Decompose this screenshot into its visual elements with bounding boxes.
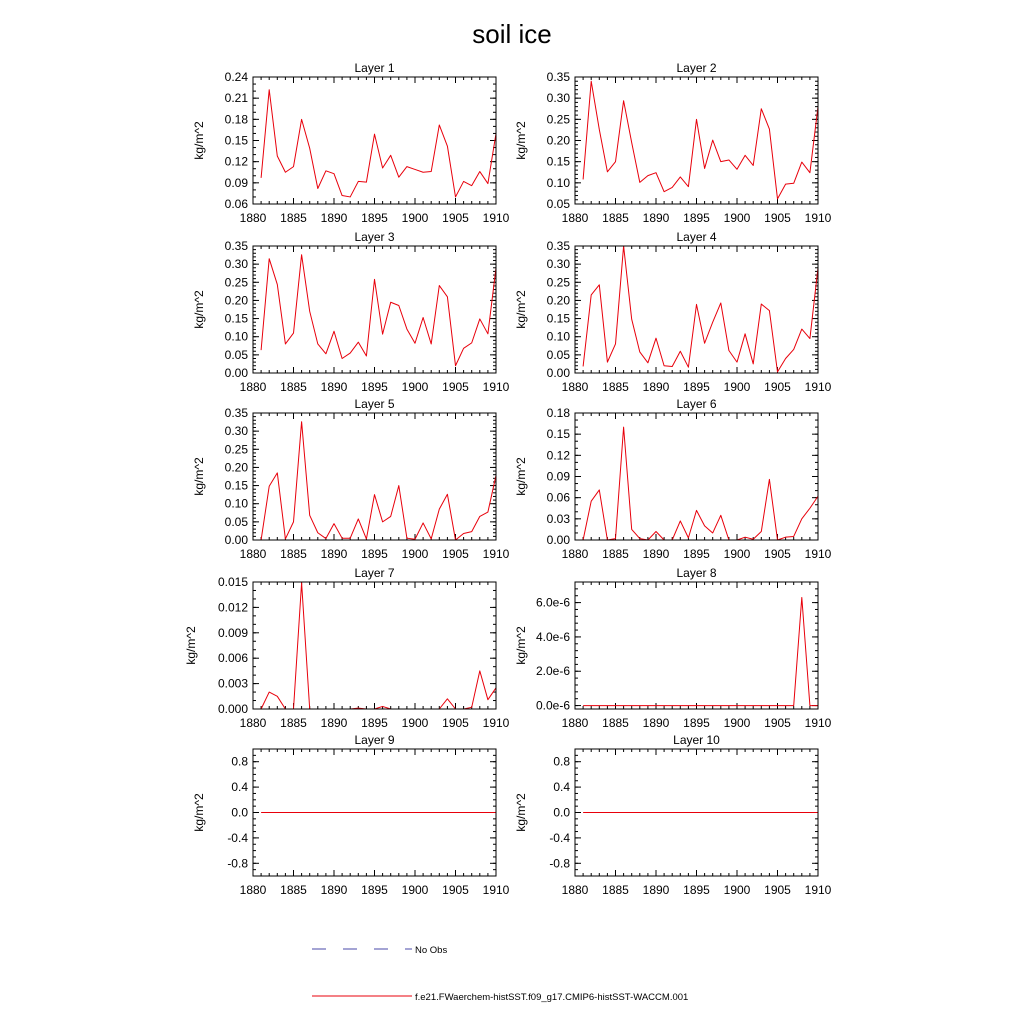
y-tick-label: 0.8	[553, 754, 570, 769]
x-tick-label: 1900	[401, 380, 429, 394]
x-tick-label: 1895	[683, 883, 710, 897]
y-tick-label: 0.0	[553, 805, 570, 820]
y-tick-label: 0.003	[217, 676, 248, 691]
y-tick-label: 6.0e-6	[535, 595, 570, 610]
y-tick-label: 0.15	[224, 133, 248, 148]
x-tick-label: 1910	[482, 211, 510, 225]
y-axis-label: kg/m^2	[192, 793, 206, 832]
x-ticks	[575, 582, 818, 709]
x-tick-label: 1910	[482, 547, 510, 561]
y-tick-label: 0.18	[224, 112, 248, 127]
y-axis-label: kg/m^2	[192, 290, 206, 329]
plot-frame	[575, 582, 818, 709]
x-ticks	[253, 246, 496, 373]
x-tick-label: 1890	[642, 547, 670, 561]
y-tick-label: 0.09	[546, 469, 570, 484]
panel-title: Layer 8	[676, 566, 717, 580]
x-ticks	[253, 582, 496, 709]
panel-title: Layer 2	[676, 61, 717, 75]
x-tick-label: 1885	[280, 716, 307, 730]
x-tick-label: 1910	[482, 380, 510, 394]
y-tick-label: -0.4	[227, 830, 248, 845]
panel-title: Layer 3	[354, 230, 395, 244]
panel-layer-7	[184, 566, 510, 730]
x-tick-label: 1900	[723, 883, 751, 897]
y-tick-label: 0.00	[224, 366, 248, 380]
x-tick-label: 1885	[280, 380, 307, 394]
x-tick-label: 1905	[442, 380, 469, 394]
x-tick-label: 1905	[442, 883, 469, 897]
x-tick-label: 1890	[320, 883, 348, 897]
panel-layer-8	[514, 566, 832, 730]
x-tick-label: 1880	[239, 883, 267, 897]
y-tick-label: 0.0e-6	[535, 698, 570, 713]
y-tick-label: 0.20	[224, 460, 248, 475]
x-tick-label: 1900	[401, 716, 429, 730]
y-ticks	[253, 582, 496, 709]
y-axis-label: kg/m^2	[514, 793, 528, 832]
plot-frame	[575, 77, 818, 204]
x-tick-label: 1880	[561, 883, 589, 897]
y-tick-label: 0.000	[217, 702, 248, 716]
y-tick-label: 0.10	[546, 175, 570, 190]
x-tick-label: 1895	[361, 211, 388, 225]
x-ticks	[575, 413, 818, 540]
y-tick-label: 0.09	[224, 175, 248, 190]
series-line	[583, 81, 818, 199]
x-tick-label: 1900	[723, 716, 751, 730]
y-axis-label: kg/m^2	[514, 290, 528, 329]
x-tick-label: 1910	[804, 380, 832, 394]
y-axis-label: kg/m^2	[192, 457, 206, 496]
y-ticks	[575, 77, 818, 204]
panel-layer-9	[192, 733, 510, 897]
y-tick-label: -0.8	[227, 856, 248, 871]
x-tick-label: 1905	[764, 211, 791, 225]
y-tick-label: 0.30	[546, 91, 570, 106]
y-tick-label: 0.015	[217, 575, 248, 589]
y-tick-label: 0.15	[546, 154, 570, 169]
y-tick-label: 0.35	[224, 406, 248, 420]
x-ticks	[253, 413, 496, 540]
panel-title: Layer 4	[676, 230, 717, 244]
series-line	[261, 583, 496, 709]
panel-title: Layer 7	[354, 566, 395, 580]
panel-title: Layer 10	[673, 733, 720, 747]
x-tick-label: 1905	[764, 380, 791, 394]
x-tick-label: 1880	[239, 716, 267, 730]
y-tick-label: -0.4	[549, 830, 570, 845]
y-tick-label: 0.30	[546, 257, 570, 272]
x-tick-label: 1890	[320, 211, 348, 225]
plot-frame	[575, 413, 818, 540]
x-tick-label: 1880	[561, 547, 589, 561]
y-tick-label: 0.15	[224, 478, 248, 493]
x-ticks	[575, 77, 818, 204]
y-tick-label: 0.4	[553, 780, 570, 795]
x-tick-label: 1905	[442, 716, 469, 730]
x-tick-label: 1890	[320, 380, 348, 394]
x-tick-label: 1895	[361, 547, 388, 561]
y-tick-label: 0.00	[546, 533, 570, 547]
x-tick-label: 1890	[642, 883, 670, 897]
y-axis-label: kg/m^2	[514, 121, 528, 160]
x-tick-label: 1900	[723, 380, 751, 394]
y-axis-label: kg/m^2	[184, 626, 198, 665]
panel-layer-4	[514, 230, 832, 394]
x-tick-label: 1905	[764, 547, 791, 561]
y-tick-label: 0.10	[224, 329, 248, 344]
panel-layer-6	[514, 397, 832, 561]
y-tick-label: 0.35	[224, 239, 248, 253]
y-tick-label: 0.20	[224, 293, 248, 308]
y-tick-label: 0.10	[546, 329, 570, 344]
x-tick-label: 1885	[602, 211, 629, 225]
x-tick-label: 1895	[683, 547, 710, 561]
x-tick-label: 1880	[239, 380, 267, 394]
x-tick-label: 1900	[723, 547, 751, 561]
y-axis-label: kg/m^2	[514, 457, 528, 496]
x-tick-label: 1900	[401, 883, 429, 897]
panel-title: Layer 1	[354, 61, 395, 75]
y-tick-label: 0.25	[546, 112, 570, 127]
y-ticks	[253, 413, 496, 540]
x-tick-label: 1880	[239, 211, 267, 225]
x-tick-label: 1895	[683, 716, 710, 730]
y-tick-label: 0.20	[546, 293, 570, 308]
y-tick-label: 0.06	[546, 490, 570, 505]
x-tick-label: 1885	[280, 211, 307, 225]
x-tick-label: 1890	[320, 716, 348, 730]
y-tick-label: 0.00	[546, 366, 570, 380]
panel-layer-2	[514, 61, 832, 225]
y-tick-label: 0.18	[546, 406, 570, 420]
y-tick-label: 0.05	[546, 347, 570, 362]
y-tick-label: 0.03	[546, 511, 570, 526]
figure-title: soil ice	[472, 19, 552, 49]
series-line	[583, 427, 818, 540]
x-tick-label: 1910	[804, 883, 832, 897]
y-tick-label: 0.25	[224, 275, 248, 290]
series-line	[261, 255, 496, 366]
y-ticks	[575, 582, 818, 706]
panel-title: Layer 5	[354, 397, 395, 411]
y-tick-label: 0.06	[224, 197, 248, 211]
y-tick-label: 0.25	[224, 442, 248, 457]
panel-title: Layer 6	[676, 397, 717, 411]
x-tick-label: 1905	[764, 716, 791, 730]
series-line	[261, 90, 496, 197]
x-tick-label: 1910	[804, 716, 832, 730]
x-tick-label: 1880	[561, 380, 589, 394]
y-tick-label: 0.00	[224, 533, 248, 547]
x-tick-label: 1885	[280, 547, 307, 561]
x-tick-label: 1905	[442, 211, 469, 225]
x-tick-label: 1910	[804, 547, 832, 561]
series-line	[583, 597, 818, 705]
y-tick-label: 0.35	[546, 70, 570, 84]
x-tick-label: 1895	[683, 211, 710, 225]
panel-layer-5	[192, 397, 510, 561]
x-tick-label: 1905	[764, 883, 791, 897]
y-tick-label: 0.006	[217, 651, 248, 666]
y-tick-label: 0.24	[224, 70, 248, 84]
panels-container	[184, 61, 832, 897]
x-tick-label: 1910	[482, 716, 510, 730]
panel-layer-3	[192, 230, 510, 394]
y-tick-label: 0.012	[217, 600, 248, 615]
x-tick-label: 1905	[442, 547, 469, 561]
legend	[312, 945, 688, 1003]
y-tick-label: 0.05	[224, 347, 248, 362]
plot-frame	[253, 582, 496, 709]
y-tick-label: 0.30	[224, 424, 248, 439]
series-line	[261, 422, 496, 540]
plot-frame	[253, 77, 496, 204]
y-tick-label: 0.21	[224, 91, 248, 106]
x-tick-label: 1885	[602, 883, 629, 897]
y-ticks	[575, 413, 818, 540]
y-tick-label: 0.8	[231, 754, 248, 769]
panel-layer-1	[192, 61, 510, 225]
x-tick-label: 1890	[642, 380, 670, 394]
series-line	[583, 246, 818, 372]
y-ticks	[253, 77, 496, 204]
x-tick-label: 1900	[401, 547, 429, 561]
panel-layer-10	[514, 733, 832, 897]
y-tick-label: 4.0e-6	[535, 629, 570, 644]
y-tick-label: 0.12	[224, 154, 248, 169]
x-tick-label: 1880	[239, 547, 267, 561]
x-tick-label: 1885	[602, 716, 629, 730]
y-tick-label: -0.8	[549, 856, 570, 871]
x-tick-label: 1895	[361, 380, 388, 394]
y-tick-label: 0.05	[224, 514, 248, 529]
x-tick-label: 1890	[642, 716, 670, 730]
plot-frame	[253, 246, 496, 373]
legend-obs-label: No Obs	[415, 945, 448, 956]
y-tick-label: 0.15	[546, 427, 570, 442]
panel-title: Layer 9	[354, 733, 395, 747]
x-tick-label: 1890	[320, 547, 348, 561]
x-tick-label: 1910	[804, 211, 832, 225]
y-tick-label: 0.25	[546, 275, 570, 290]
x-tick-label: 1910	[482, 883, 510, 897]
y-tick-label: 0.12	[546, 448, 570, 463]
y-tick-label: 0.009	[217, 625, 248, 640]
x-tick-label: 1885	[602, 547, 629, 561]
y-tick-label: 0.05	[546, 197, 570, 211]
x-tick-label: 1880	[561, 716, 589, 730]
legend-model-label: f.e21.FWaerchem-histSST.f09_g17.CMIP6-histSST-WACCM.001	[415, 992, 689, 1003]
y-axis-label: kg/m^2	[514, 626, 528, 665]
y-tick-label: 0.15	[546, 311, 570, 326]
x-tick-label: 1885	[280, 883, 307, 897]
x-ticks	[253, 77, 496, 204]
y-tick-label: 0.35	[546, 239, 570, 253]
y-tick-label: 0.30	[224, 257, 248, 272]
y-tick-label: 0.20	[546, 133, 570, 148]
plot-frame	[253, 413, 496, 540]
y-ticks	[253, 246, 496, 373]
x-tick-label: 1895	[683, 380, 710, 394]
y-tick-label: 0.15	[224, 311, 248, 326]
y-tick-label: 0.0	[231, 805, 248, 820]
x-tick-label: 1900	[401, 211, 429, 225]
y-tick-label: 2.0e-6	[535, 664, 570, 679]
y-tick-label: 0.10	[224, 496, 248, 511]
y-tick-label: 0.4	[231, 780, 248, 795]
x-tick-label: 1895	[361, 716, 388, 730]
y-axis-label: kg/m^2	[192, 121, 206, 160]
x-tick-label: 1890	[642, 211, 670, 225]
x-tick-label: 1885	[602, 380, 629, 394]
x-tick-label: 1900	[723, 211, 751, 225]
x-tick-label: 1880	[561, 211, 589, 225]
x-tick-label: 1895	[361, 883, 388, 897]
